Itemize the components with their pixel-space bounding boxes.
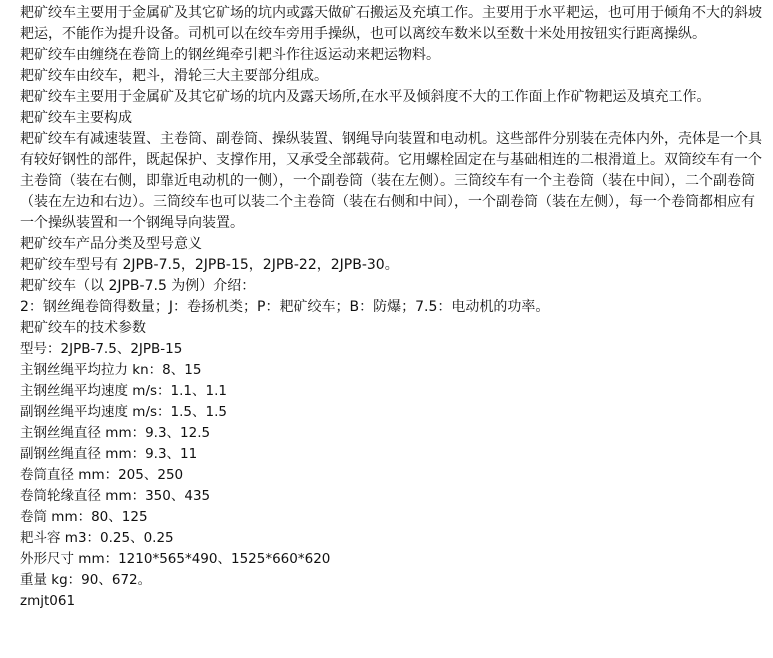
spec-weight: 重量 kg：90、672。 xyxy=(20,572,152,588)
footer-code: zmjt061 xyxy=(20,593,76,609)
spec-aux-rope-speed: 副钢丝绳平均速度 m/s：1.5、1.5 xyxy=(20,404,227,420)
spec-drum-width: 卷筒 mm：80、125 xyxy=(20,509,148,525)
spec-main-rope-diameter: 主钢丝绳直径 mm：9.3、12.5 xyxy=(20,425,211,441)
intro-paragraph: 耙矿绞车主要用于金属矿及其它矿场的坑内或露天做矿石搬运及充填工作。主要用于水平耙运，也可用于倾角不大的斜坡耙运，不能作为提升设备。司机可以在绞车旁用手操纵，也可以离绞车数米以至数十米处用按钮实行距离操纵。 xyxy=(20,5,762,42)
spec-model: 型号：2JPB-7.5、2JPB-15 xyxy=(20,341,183,357)
spec-aux-rope-diameter: 副钢丝绳直径 mm：9.3、11 xyxy=(20,446,198,462)
section-heading-parameters: 耙矿绞车的技术参数 xyxy=(20,320,146,336)
section-heading-classification: 耙矿绞车产品分类及型号意义 xyxy=(20,236,202,252)
spec-dimensions: 外形尺寸 mm：1210*565*490、1525*660*620 xyxy=(20,551,331,567)
structure-paragraph: 耙矿绞车有减速装置、主卷筒、副卷筒、操纵装置、钢绳导向装置和电动机。这些部件分别装在壳体内外，壳体是一个具有较好钢性的部件，既起保护、支撑作用，又承受全部载荷。它用螺栓固定在与基础相连的二根滑道上。双筒绞车有一个主卷筒（装在右侧，即靠近电动机的一侧），一个副卷筒（装在左侧）。三筒绞车有一个主卷筒（装在中间），二个副卷筒（装在左边和右边）。三筒绞车也可以装二个主卷筒（装在右侧和中间），一个副卷筒（装在左侧），每一个卷筒都相应有一个操纵装置和一个钢绳导向装置。 xyxy=(20,131,762,231)
spec-drum-diameter: 卷筒直径 mm：205、250 xyxy=(20,467,184,483)
usage-paragraph: 耙矿绞车主要用于金属矿及其它矿场的坑内及露天场所,在水平及倾斜度不大的工作面上作矿物耙运及填充工作。 xyxy=(20,89,711,105)
spec-drum-rim-diameter: 卷筒轮缘直径 mm：350、435 xyxy=(20,488,211,504)
model-code-meaning: 2：钢丝绳卷筒得数量；J：卷扬机类；P：耙矿绞车；B：防爆；7.5：电动机的功率。 xyxy=(20,299,550,315)
section-heading-structure: 耙矿绞车主要构成 xyxy=(20,110,132,126)
components-paragraph: 耙矿绞车由绞车，耙斗，滑轮三大主要部分组成。 xyxy=(20,68,328,84)
wire-rope-paragraph: 耙矿绞车由缠绕在卷筒上的钢丝绳牵引耙斗作往返运动来耙运物料。 xyxy=(20,47,440,63)
spec-main-rope-pull: 主钢丝绳平均拉力 kn：8、15 xyxy=(20,362,202,378)
spec-main-rope-speed: 主钢丝绳平均速度 m/s：1.1、1.1 xyxy=(20,383,227,399)
model-intro-paragraph: 耙矿绞车（以 2JPB-7.5 为例）介绍： xyxy=(20,278,256,294)
model-list-paragraph: 耙矿绞车型号有 2JPB-7.5，2JPB-15，2JPB-22，2JPB-30。 xyxy=(20,257,399,273)
spec-scraper-capacity: 耙斗容 m3：0.25、0.25 xyxy=(20,530,174,546)
